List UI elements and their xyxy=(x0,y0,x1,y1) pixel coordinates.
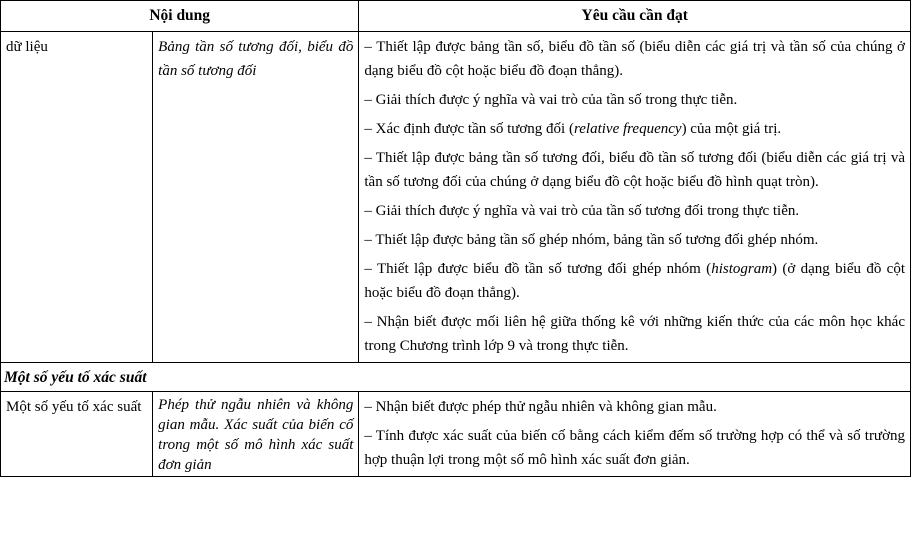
requirement-item: – Thiết lập được biểu đồ tần số tương đối ghép nhóm (histogram) (ở dạng biểu đồ cột hoặc biểu đồ đoạn thẳng). xyxy=(364,261,905,301)
header-requirements: Yêu cầu cần đạt xyxy=(359,1,911,32)
section-title: Một số yếu tố xác suất xyxy=(1,363,911,392)
section-row xyxy=(1,363,911,392)
requirements-cell xyxy=(359,392,911,477)
requirement-item: – Giải thích được ý nghĩa và vai trò của tần số tương đối trong thực tiễn. xyxy=(364,203,800,219)
topic-cell xyxy=(1,392,153,477)
header-content: Nội dung xyxy=(1,1,359,32)
requirement-item: – Tính được xác suất của biến cố bằng cách kiểm đếm số trường hợp có thể và số trường hợp thuận lợi trong một số mô hình xác suất đơn giản. xyxy=(364,428,905,468)
requirement-item: – Nhận biết được phép thử ngẫu nhiên và không gian mẫu. xyxy=(364,399,717,415)
table-row xyxy=(1,392,911,477)
requirements-list xyxy=(359,32,910,358)
requirement-item: – Giải thích được ý nghĩa và vai trò của tần số trong thực tiễn. xyxy=(364,92,738,108)
requirement-item: – Xác định được tần số tương đối (relative frequency) của một giá trị. xyxy=(364,121,782,137)
content-cell xyxy=(153,32,359,363)
requirements-list xyxy=(359,392,910,472)
topic-text: dữ liệu xyxy=(6,39,48,55)
requirement-item: – Thiết lập được bảng tần số tương đối, biểu đồ tần số tương đối (biểu diễn các giá trị và tần số tương đối của chúng ở dạng biểu đồ cột hoặc biểu đồ hình quạt tròn). xyxy=(364,150,905,190)
topic-text: Một số yếu tố xác suất xyxy=(6,399,142,415)
requirement-item: – Nhận biết được mối liên hệ giữa thống kê với những kiến thức của các môn học khác trong Chương trình lớp 9 và trong thực tiễn. xyxy=(364,314,905,354)
content-text: Bảng tần số tương đối, biểu đồ tần số tương đối xyxy=(158,39,354,79)
requirement-item: – Thiết lập được bảng tần số ghép nhóm, bảng tần số tương đối ghép nhóm. xyxy=(364,232,819,248)
content-text: Phép thử ngẫu nhiên và không gian mẫu. Xác suất của biến cố trong một số mô hình xác suất đơn giản xyxy=(158,397,354,473)
header-row xyxy=(1,1,911,32)
content-cell xyxy=(153,392,359,477)
requirements-cell xyxy=(359,32,911,363)
requirement-item: – Thiết lập được bảng tần số, biểu đồ tần số (biểu diễn các giá trị và tần số của chúng ở dạng biểu đồ cột hoặc biểu đồ đoạn thẳng). xyxy=(364,39,905,79)
table-row xyxy=(1,32,911,363)
topic-cell xyxy=(1,32,153,363)
